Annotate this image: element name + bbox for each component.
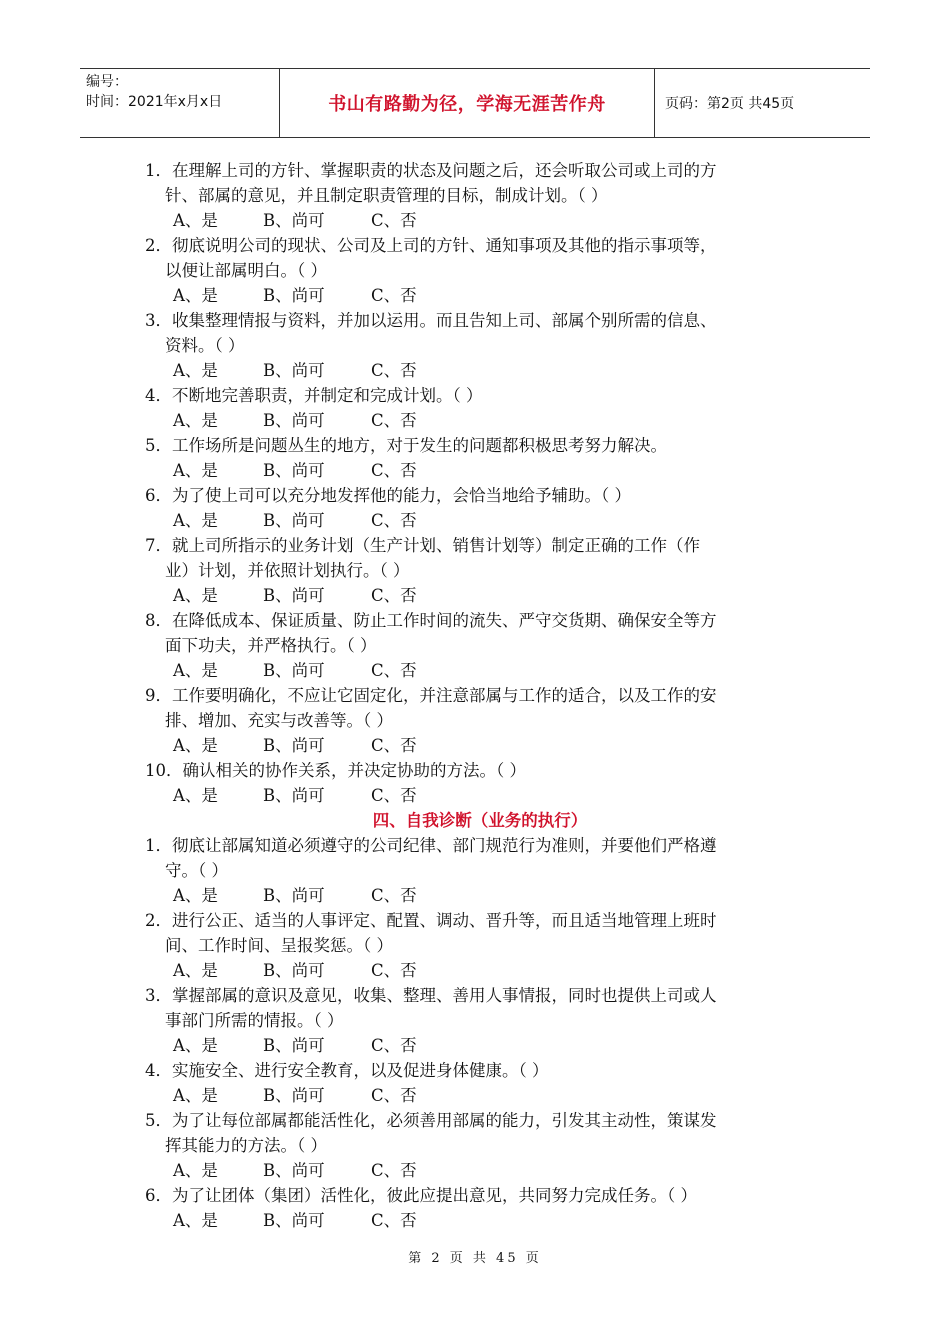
answer-options <box>145 1158 815 1183</box>
answer-options <box>145 408 815 433</box>
option-fair[interactable]: B、尚可 <box>263 211 325 230</box>
question-line-continued: 排、增加、充实与改善等。（ ） <box>165 711 393 730</box>
option-yes[interactable]: A、是 <box>173 736 218 755</box>
question-line: 5．工作场所是问题丛生的地方，对于发生的问题都积极思考努力解决。 <box>145 436 667 455</box>
option-fair[interactable]: B、尚可 <box>263 736 325 755</box>
question-line-continued: 针、部属的意见，并且制定职责管理的目标，制成计划。（ ） <box>165 186 608 205</box>
answer-options <box>145 583 815 608</box>
option-yes[interactable]: A、是 <box>173 461 218 480</box>
answer-options <box>145 658 815 683</box>
option-yes[interactable]: A、是 <box>173 361 218 380</box>
questionnaire <box>145 158 815 1233</box>
option-yes[interactable]: A、是 <box>173 411 218 430</box>
answer-options <box>145 508 815 533</box>
option-no[interactable]: C、否 <box>371 736 417 755</box>
option-yes[interactable]: A、是 <box>173 286 218 305</box>
option-fair[interactable]: B、尚可 <box>263 886 325 905</box>
question-line: 3．掌握部属的意识及意见，收集、整理、善用人事情报，同时也提供上司或人 <box>145 986 717 1005</box>
question-group-1 <box>145 158 815 808</box>
question-line-continued: 挥其能力的方法。（ ） <box>165 1136 327 1155</box>
question-line: 4．不断地完善职责，并制定和完成计划。（ ） <box>145 386 483 405</box>
question-line: 2．进行公正、适当的人事评定、配置、调动、晋升等，而且适当地管理上班时 <box>145 911 717 930</box>
header-motto: 书山有路勤为径，学海无涯苦作舟 <box>280 69 655 137</box>
option-yes[interactable]: A、是 <box>173 1161 218 1180</box>
question-line: 2．彻底说明公司的现状、公司及上司的方针、通知事项及其他的指示事项等， <box>145 236 717 255</box>
option-no[interactable]: C、否 <box>371 786 417 805</box>
option-yes[interactable]: A、是 <box>173 211 218 230</box>
option-fair[interactable]: B、尚可 <box>263 461 325 480</box>
question-line: 1．彻底让部属知道必须遵守的公司纪律、部门规范行为准则，并要他们严格遵 <box>145 836 717 855</box>
option-yes[interactable]: A、是 <box>173 511 218 530</box>
option-fair[interactable]: B、尚可 <box>263 961 325 980</box>
answer-options <box>145 733 815 758</box>
option-fair[interactable]: B、尚可 <box>263 361 325 380</box>
question-line: 6．为了使上司可以充分地发挥他的能力，会恰当地给予辅助。（ ） <box>145 486 631 505</box>
option-fair[interactable]: B、尚可 <box>263 1211 325 1230</box>
option-no[interactable]: C、否 <box>371 361 417 380</box>
question-line-continued: 以便让部属明白。（ ） <box>165 261 327 280</box>
option-yes[interactable]: A、是 <box>173 1086 218 1105</box>
question-line: 9．工作要明确化，不应让它固定化，并注意部属与工作的适合，以及工作的安 <box>145 686 717 705</box>
question-line: 8．在降低成本、保证质量、防止工作时间的流失、严守交货期、确保安全等方 <box>145 611 717 630</box>
answer-options <box>145 1083 815 1108</box>
question-line: 1．在理解上司的方针、掌握职责的状态及问题之后，还会听取公司或上司的方 <box>145 161 717 180</box>
page-header <box>80 68 870 138</box>
question-group-2 <box>145 833 815 1233</box>
option-no[interactable]: C、否 <box>371 1086 417 1105</box>
option-no[interactable]: C、否 <box>371 1161 417 1180</box>
question-line: 5．为了让每位部属都能活性化，必须善用部属的能力，引发其主动性，策谋发 <box>145 1111 717 1130</box>
option-no[interactable]: C、否 <box>371 461 417 480</box>
question-line: 4．实施安全、进行安全教育，以及促进身体健康。（ ） <box>145 1061 549 1080</box>
option-fair[interactable]: B、尚可 <box>263 286 325 305</box>
answer-options <box>145 458 815 483</box>
question-line: 7．就上司所指示的业务计划（生产计划、销售计划等）制定正确的工作（作 <box>145 536 700 555</box>
question-line-continued: 资料。（ ） <box>165 336 245 355</box>
option-no[interactable]: C、否 <box>371 661 417 680</box>
option-no[interactable]: C、否 <box>371 586 417 605</box>
question-line-continued: 守。（ ） <box>165 861 228 880</box>
answer-options <box>145 1208 815 1233</box>
option-no[interactable]: C、否 <box>371 1036 417 1055</box>
option-no[interactable]: C、否 <box>371 211 417 230</box>
option-fair[interactable]: B、尚可 <box>263 1161 325 1180</box>
option-yes[interactable]: A、是 <box>173 961 218 980</box>
option-yes[interactable]: A、是 <box>173 886 218 905</box>
option-no[interactable]: C、否 <box>371 286 417 305</box>
option-fair[interactable]: B、尚可 <box>263 511 325 530</box>
answer-options <box>145 958 815 983</box>
option-yes[interactable]: A、是 <box>173 1211 218 1230</box>
option-no[interactable]: C、否 <box>371 411 417 430</box>
header-info <box>80 69 280 137</box>
option-fair[interactable]: B、尚可 <box>263 1036 325 1055</box>
answer-options <box>145 208 815 233</box>
option-no[interactable]: C、否 <box>371 961 417 980</box>
answer-options <box>145 883 815 908</box>
option-yes[interactable]: A、是 <box>173 661 218 680</box>
section-title: 四、自我诊断（业务的执行） <box>372 811 588 830</box>
answer-options <box>145 358 815 383</box>
question-line: 10．确认相关的协作关系，并决定协助的方法。（ ） <box>145 761 526 780</box>
option-no[interactable]: C、否 <box>371 886 417 905</box>
header-page-label: 页码：第2页 共45页 <box>665 96 795 112</box>
question-line: 6．为了让团体（集团）活性化，彼此应提出意见，共同努力完成任务。（ ） <box>145 1186 697 1205</box>
option-fair[interactable]: B、尚可 <box>263 786 325 805</box>
answer-options <box>145 283 815 308</box>
option-fair[interactable]: B、尚可 <box>263 1086 325 1105</box>
option-yes[interactable]: A、是 <box>173 586 218 605</box>
option-yes[interactable]: A、是 <box>173 786 218 805</box>
answer-options <box>145 783 815 808</box>
option-fair[interactable]: B、尚可 <box>263 411 325 430</box>
option-fair[interactable]: B、尚可 <box>263 661 325 680</box>
answer-options <box>145 1033 815 1058</box>
question-line-continued: 面下功夫，并严格执行。（ ） <box>165 636 377 655</box>
question-line-continued: 间、工作时间、呈报奖惩。（ ） <box>165 936 393 955</box>
option-fair[interactable]: B、尚可 <box>263 586 325 605</box>
option-yes[interactable]: A、是 <box>173 1036 218 1055</box>
question-line-continued: 业）计划，并依照计划执行。（ ） <box>165 561 410 580</box>
page-footer: 第 2 页 共 45 页 <box>408 1251 542 1266</box>
question-line: 3．收集整理情报与资料，并加以运用。而且告知上司、部属个别所需的信息、 <box>145 311 717 330</box>
option-no[interactable]: C、否 <box>371 1211 417 1230</box>
question-line-continued: 事部门所需的情报。（ ） <box>165 1011 344 1030</box>
number-label: 编号： <box>86 74 128 90</box>
option-no[interactable]: C、否 <box>371 511 417 530</box>
date-label: 时间：2021年x月x日 <box>86 94 223 110</box>
